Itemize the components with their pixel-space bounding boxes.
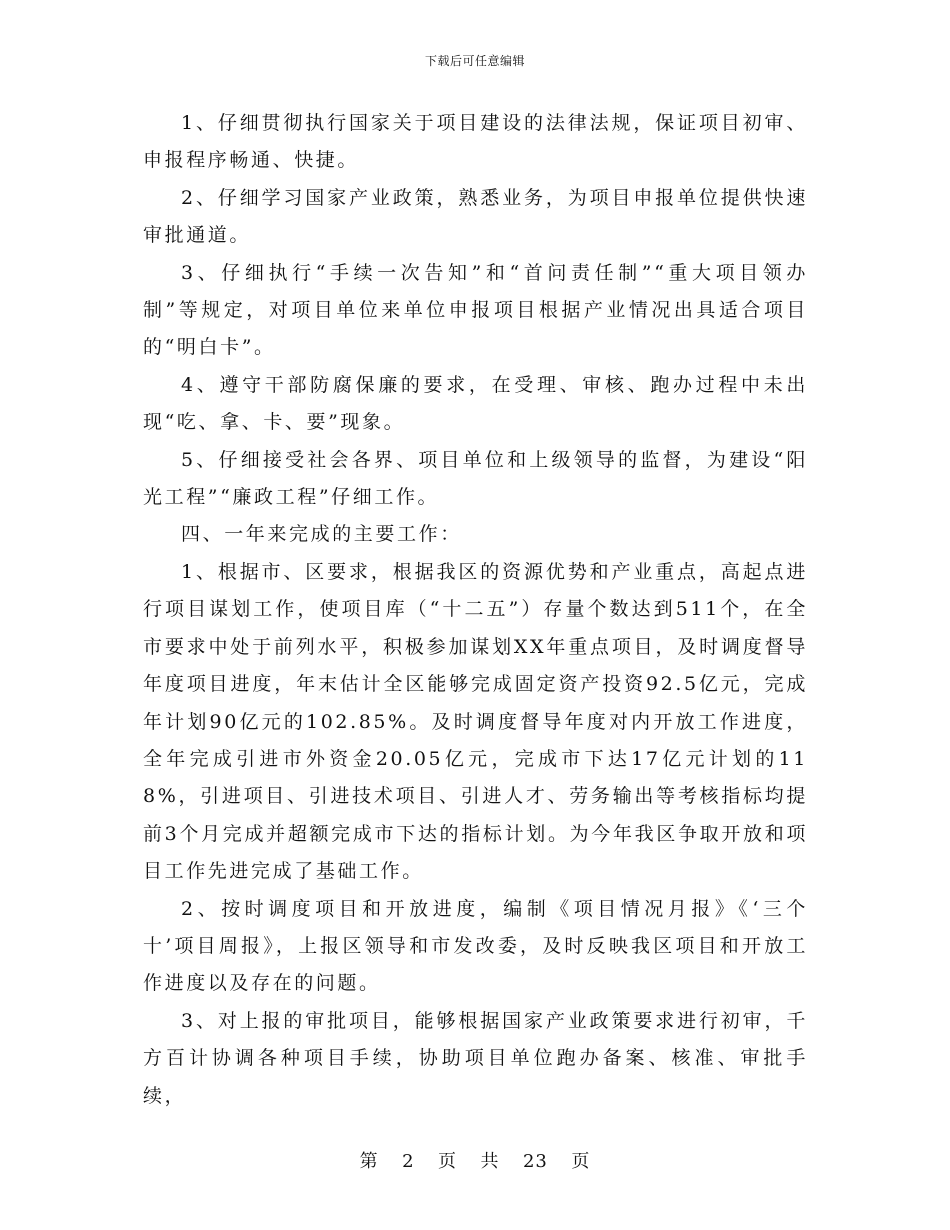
page-footer	[0, 1151, 950, 1173]
paragraph-7: 2、按时调度项目和开放进度，编制《项目情况月报》《‘三个十’项目周报》，上报区领导和市发改委，及时反映我区项目和开放工作进度以及存在的问题。	[143, 897, 808, 995]
paragraph-4: 4、遵守干部防腐保廉的要求，在受理、审核、跑办过程中未出现“吃、拿、卡、要”现象。	[143, 373, 808, 434]
page-header: 下载后可任意编辑	[424, 54, 525, 68]
paragraph-3: 3、仔细执行“手续一次告知”和“首问责任制”“重大项目领办制”等规定，对项目单位来单位申报项目根据产业情况出具适合项目的“明白卡”。	[143, 261, 808, 359]
paragraph-8: 3、对上报的审批项目，能够根据国家产业政策要求进行初审，千方百计协调各种项目手续，协助项目单位跑办备案、核准、审批手续，	[143, 1009, 808, 1107]
footer-label-page: 第	[359, 1151, 379, 1172]
total-pages-number: 23	[522, 1151, 548, 1172]
paragraph-5: 5、仔细接受社会各界、项目单位和上级领导的监督，为建设“阳光工程”“廉政工程”仔细工作。	[143, 448, 808, 509]
footer-label-page-unit: 页	[438, 1151, 458, 1172]
current-page-number: 2	[402, 1151, 415, 1172]
paragraph-1: 1、仔细贯彻执行国家关于项目建设的法律法规，保证项目初审、申报程序畅通、快捷。	[143, 112, 808, 172]
footer-label-total-unit: 页	[571, 1151, 591, 1172]
paragraph-2: 2、仔细学习国家产业政策，熟悉业务，为项目申报单位提供快速审批通道。	[143, 186, 808, 247]
footer-label-total: 共	[480, 1151, 500, 1172]
document-body	[143, 105, 808, 1115]
section-heading: 四、一年来完成的主要工作：	[181, 523, 462, 546]
paragraph-6: 1、根据市、区要求，根据我区的资源优势和产业重点，高起点进行项目谋划工作，使项目库（“十二五”）存量个数达到511个，在全市要求中处于前列水平，积极参加谋划XX年重点项目，及时调度督导年度项目进度，年末估计全区能够完成固定资产投资92.5亿元，完成年计划90亿元的102.85%。及时调度督导年度对内开放工作进度，全年完成引进市外资金20.05亿元，完成市下达17亿元计划的118%，引进项目、引进技术项目、引进人才、劳务输出等考核指标均提前3个月完成并超额完成市下达的指标计划。为今年我区争取开放和项目工作先进完成了基础工作。	[143, 560, 808, 883]
